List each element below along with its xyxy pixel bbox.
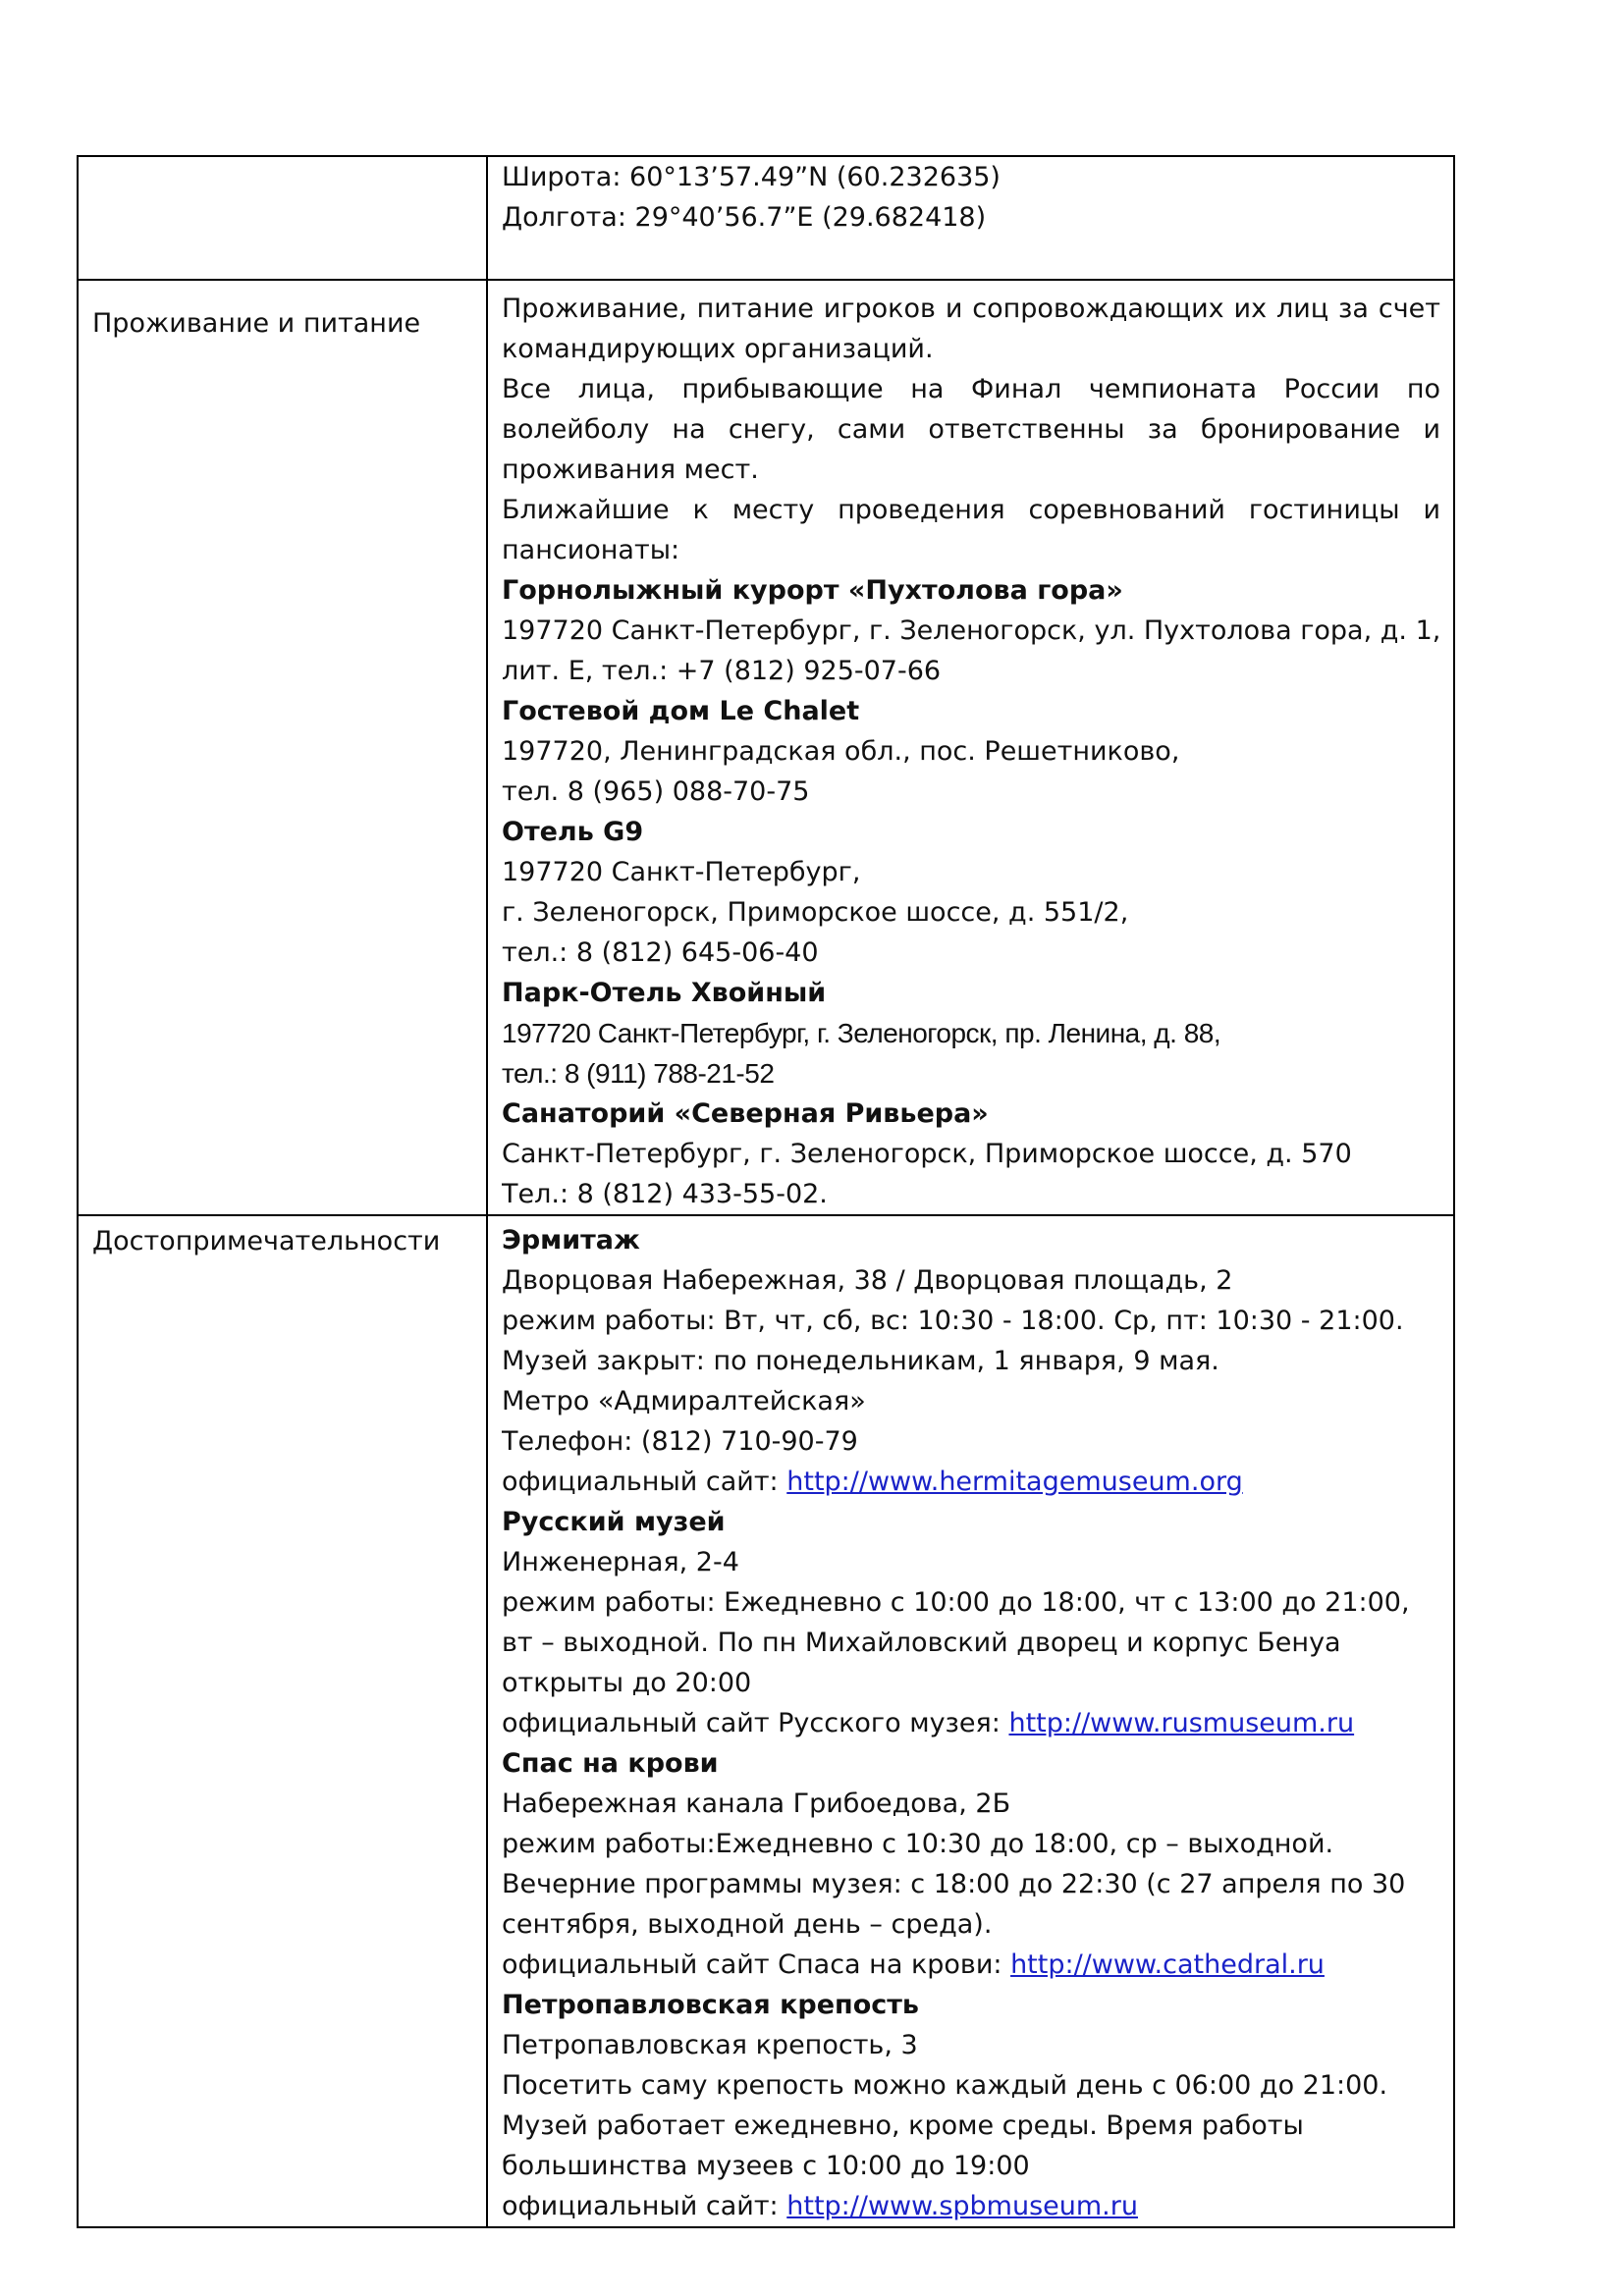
line-text: Телефон: (812) 710-90-79 (502, 1426, 858, 1457)
text-line (502, 1904, 1440, 1945)
section-heading (502, 1985, 1440, 2025)
website-link[interactable]: http://www.spbmuseum.ru (786, 2191, 1138, 2221)
line-text: официальный сайт: (502, 2191, 787, 2221)
text-line (502, 2146, 1440, 2186)
text-line (502, 731, 1440, 772)
line-text: пансионаты: (502, 535, 680, 565)
line-text: сентября, выходной день – среда). (502, 1909, 993, 1940)
line-text: Отель G9 (502, 817, 644, 847)
table-row (78, 280, 1454, 1215)
line-text: Вечерние программы музея: с 18:00 до 22:30 (с 27 апреля по 30 (502, 1869, 1406, 1899)
line-text: Тел.: 8 (812) 433-55-02. (502, 1179, 828, 1209)
row-label-sights: Достопримечательности (78, 1215, 487, 2227)
line-text: Петропавловская крепость (502, 1990, 919, 2020)
text-line (502, 289, 1440, 329)
section-heading (502, 570, 1440, 611)
line-text: Спас на крови (502, 1748, 719, 1779)
line-text: Метро «Адмиралтейская» (502, 1386, 866, 1416)
link-line (502, 1945, 1440, 1985)
link-line (502, 2186, 1440, 2226)
row-label-cell (78, 156, 487, 280)
line-text: 197720 Санкт-Петербург, (502, 857, 861, 887)
line-text: Широта: 60°13’57.49”N (60.232635) (502, 162, 1001, 192)
line-text: Проживание, питание игроков и сопровождающих их лиц за счет (502, 294, 1440, 324)
line-text: режим работы:Ежедневно с 10:30 до 18:00, ср – выходной. (502, 1829, 1334, 1859)
line-text: режим работы: Ежедневно с 10:00 до 18:00, чт с 13:00 до 21:00, (502, 1587, 1410, 1618)
text-line (502, 852, 1440, 892)
line-text: Гостевой дом Le Chalet (502, 696, 860, 726)
line-text: Музей работает ежедневно, кроме среды. Время работы (502, 2110, 1304, 2141)
text-line (502, 2065, 1440, 2106)
text-line (502, 157, 1440, 197)
line-text: Долгота: 29°40’56.7”E (29.682418) (502, 202, 987, 233)
row-content-sights (487, 1215, 1454, 2227)
line-text: лит. Е, тел.: +7 (812) 925-07-66 (502, 656, 942, 686)
text-line (502, 1053, 1440, 1094)
text-line (502, 772, 1440, 812)
website-link[interactable]: http://www.rusmuseum.ru (1008, 1708, 1355, 1738)
line-text: Петропавловская крепость, 3 (502, 2030, 918, 2060)
line-text: официальный сайт Спаса на крови: (502, 1949, 1011, 1980)
line-text: Дворцовая Набережная, 38 / Дворцовая площадь, 2 (502, 1265, 1233, 1296)
text-line (502, 1134, 1440, 1174)
line-text: открыты до 20:00 (502, 1668, 752, 1698)
text-line (502, 1421, 1440, 1462)
row-content-accommodation (487, 280, 1454, 1215)
line-text: Горнолыжный курорт «Пухтолова гора» (502, 575, 1123, 606)
text-line (502, 1341, 1440, 1381)
section-heading (502, 1743, 1440, 1784)
line-text: 197720, Ленинградская обл., пос. Решетниково, (502, 736, 1180, 767)
line-text: режим работы: Вт, чт, сб, вс: 10:30 - 18:00. Ср, пт: 10:30 - 21:00. (502, 1306, 1404, 1336)
line-text: Ближайшие к месту проведения соревнований гостиницы и (502, 495, 1440, 525)
section-heading (502, 973, 1440, 1013)
line-text: Парк-Отель Хвойный (502, 978, 827, 1008)
section-heading (502, 1220, 1440, 1260)
text-line (502, 409, 1440, 450)
line-text: Музей закрыт: по понедельникам, 1 января, 9 мая. (502, 1346, 1219, 1376)
line-text: Все лица, прибывающие на Финал чемпионата России по (502, 374, 1440, 404)
text-line (502, 530, 1440, 570)
line-text: официальный сайт: (502, 1467, 787, 1497)
section-heading (502, 1502, 1440, 1542)
text-line (502, 611, 1440, 651)
line-text: Посетить саму крепость можно каждый день с 06:00 до 21:00. (502, 2070, 1388, 2101)
link-line (502, 1462, 1440, 1502)
line-text: вт – выходной. По пн Михайловский дворец и корпус Бенуа (502, 1628, 1341, 1658)
text-line (502, 1381, 1440, 1421)
line-text: г. Зеленогорск, Приморское шоссе, д. 551/2, (502, 897, 1129, 928)
text-line (502, 197, 1440, 238)
text-line (502, 1301, 1440, 1341)
line-text: Инженерная, 2-4 (502, 1547, 739, 1577)
table-row (78, 156, 1454, 280)
line-text: Санаторий «Северная Ривьера» (502, 1098, 989, 1129)
line-text: проживания мест. (502, 454, 759, 485)
link-line (502, 1703, 1440, 1743)
text-line (502, 2106, 1440, 2146)
table-row (78, 1215, 1454, 2227)
text-line (502, 1542, 1440, 1582)
text-line (502, 450, 1440, 490)
text-line (502, 1623, 1440, 1663)
text-line (502, 2025, 1440, 2065)
text-line (502, 1663, 1440, 1703)
line-text: командирующих организаций. (502, 334, 934, 364)
line-text: тел. 8 (965) 088-70-75 (502, 776, 810, 807)
row-label-accommodation: Проживание и питание (78, 280, 487, 1215)
text-line (502, 651, 1440, 691)
line-text: большинства музеев с 10:00 до 19:00 (502, 2151, 1030, 2181)
text-line (502, 892, 1440, 933)
text-line (502, 1260, 1440, 1301)
website-link[interactable]: http://www.hermitagemuseum.org (786, 1467, 1243, 1497)
line-text: 197720 Санкт-Петербург, г. Зеленогорск, ул. Пухтолова гора, д. 1, (502, 615, 1440, 646)
text-line (502, 1013, 1440, 1053)
text-line (502, 1582, 1440, 1623)
line-text: Русский музей (502, 1507, 726, 1537)
section-heading (502, 1094, 1440, 1134)
line-text: Санкт-Петербург, г. Зеленогорск, Приморское шоссе, д. 570 (502, 1139, 1352, 1169)
line-text: официальный сайт Русского музея: (502, 1708, 1009, 1738)
line-text: волейболу на снегу, сами ответственны за бронирование и (502, 414, 1440, 445)
text-line (502, 369, 1440, 409)
section-heading (502, 812, 1440, 852)
text-line (502, 1784, 1440, 1824)
text-line (502, 1864, 1440, 1904)
line-text: тел.: 8 (812) 645-06-40 (502, 937, 819, 968)
line-text: Эрмитаж (502, 1225, 640, 1255)
section-heading (502, 691, 1440, 731)
text-line (502, 933, 1440, 973)
line-text: Набережная канала Грибоедова, 2Б (502, 1789, 1011, 1819)
website-link[interactable]: http://www.cathedral.ru (1010, 1949, 1325, 1980)
line-text: 197720 Санкт-Петербург, г. Зеленогорск, пр. Ленина, д. 88, (502, 1018, 1221, 1048)
line-text: тел.: 8 (911) 788-21-52 (502, 1058, 775, 1089)
text-line (502, 490, 1440, 530)
text-line (502, 1824, 1440, 1864)
text-line (502, 1174, 1440, 1214)
text-line (502, 329, 1440, 369)
info-table (77, 155, 1455, 2228)
row-content-cell (487, 156, 1454, 280)
